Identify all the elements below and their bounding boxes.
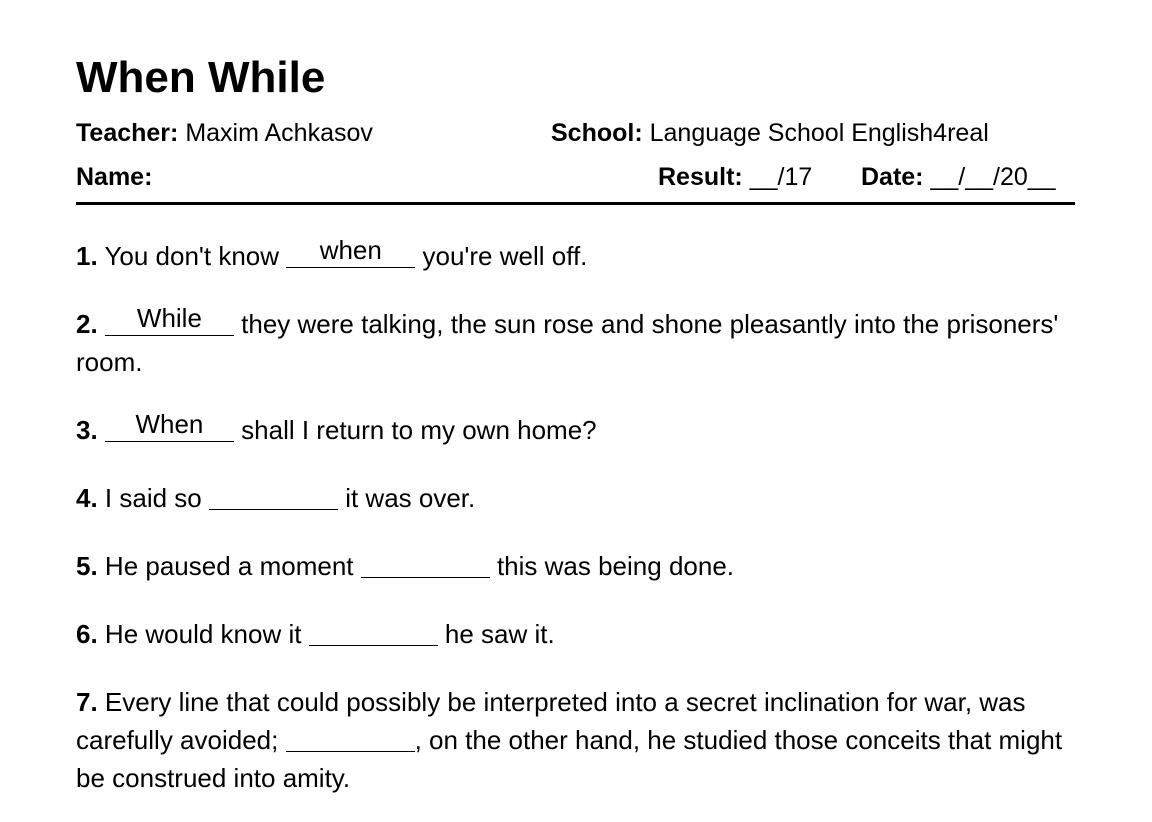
answer-blank[interactable] [105, 303, 234, 333]
result-value: __/17 [749, 163, 813, 191]
date-label: Date: [861, 163, 924, 191]
worksheet-page [76, 0, 1075, 822]
school-label: School: [551, 119, 643, 147]
question-text-after: this was being done. [489, 551, 735, 581]
question-text-before: He would know it [97, 619, 309, 649]
question-text-before: I said so [97, 483, 209, 513]
question-text-before [98, 415, 105, 445]
answer-blank[interactable] [105, 409, 234, 439]
question-text-after: it was over. [337, 483, 476, 513]
question-text-after: you're well off. [415, 241, 588, 271]
question-4 [76, 479, 1066, 517]
question-7 [76, 683, 1066, 797]
question-text-after: shall I return to my own home? [233, 415, 597, 445]
question-text-before: Every line that could possibly be interpreted into a secret inclination for war, was carefully avoided; [76, 687, 1026, 755]
teacher-field [76, 118, 373, 148]
question-3 [76, 411, 1066, 449]
date-field [861, 162, 1056, 192]
question-text-before: You don't know [97, 241, 287, 271]
answer-blank[interactable] [286, 235, 415, 265]
teacher-name: Maxim Achkasov [185, 119, 373, 147]
header-divider [76, 202, 1075, 205]
answer-text: While [136, 303, 202, 333]
question-number: 2. [76, 309, 98, 339]
answer-blank[interactable] [209, 481, 338, 507]
question-number: 1. [76, 241, 98, 271]
question-number: 5. [76, 551, 98, 581]
answer-blank[interactable] [309, 617, 438, 643]
question-text-before: He paused a moment [97, 551, 361, 581]
name-label: Name: [76, 163, 153, 191]
question-text-after: , on the other hand, he studied those conceits that might be construed into amity. [76, 725, 1063, 793]
teacher-label: Teacher: [76, 119, 179, 147]
question-number: 7. [76, 687, 98, 717]
school-field [551, 118, 989, 148]
question-1 [76, 237, 1066, 275]
question-text-after: they were talking, the sun rose and shone pleasantly into the prisoners' room. [76, 309, 1059, 377]
question-2 [76, 305, 1066, 381]
question-6 [76, 615, 1066, 653]
answer-blank[interactable] [286, 723, 415, 749]
date-value: __/__/20__ [930, 163, 1056, 191]
school-name: Language School English4real [649, 119, 989, 147]
question-text-after: he saw it. [437, 619, 555, 649]
answer-text: When [135, 409, 204, 439]
question-5 [76, 547, 1066, 585]
answer-blank[interactable] [361, 549, 490, 575]
question-text-before [98, 309, 105, 339]
result-field [658, 162, 812, 192]
result-label: Result: [658, 163, 743, 191]
question-number: 4. [76, 483, 98, 513]
question-number: 6. [76, 619, 98, 649]
question-number: 3. [76, 415, 98, 445]
answer-text: when [319, 235, 382, 265]
worksheet-title: When While [76, 53, 326, 102]
